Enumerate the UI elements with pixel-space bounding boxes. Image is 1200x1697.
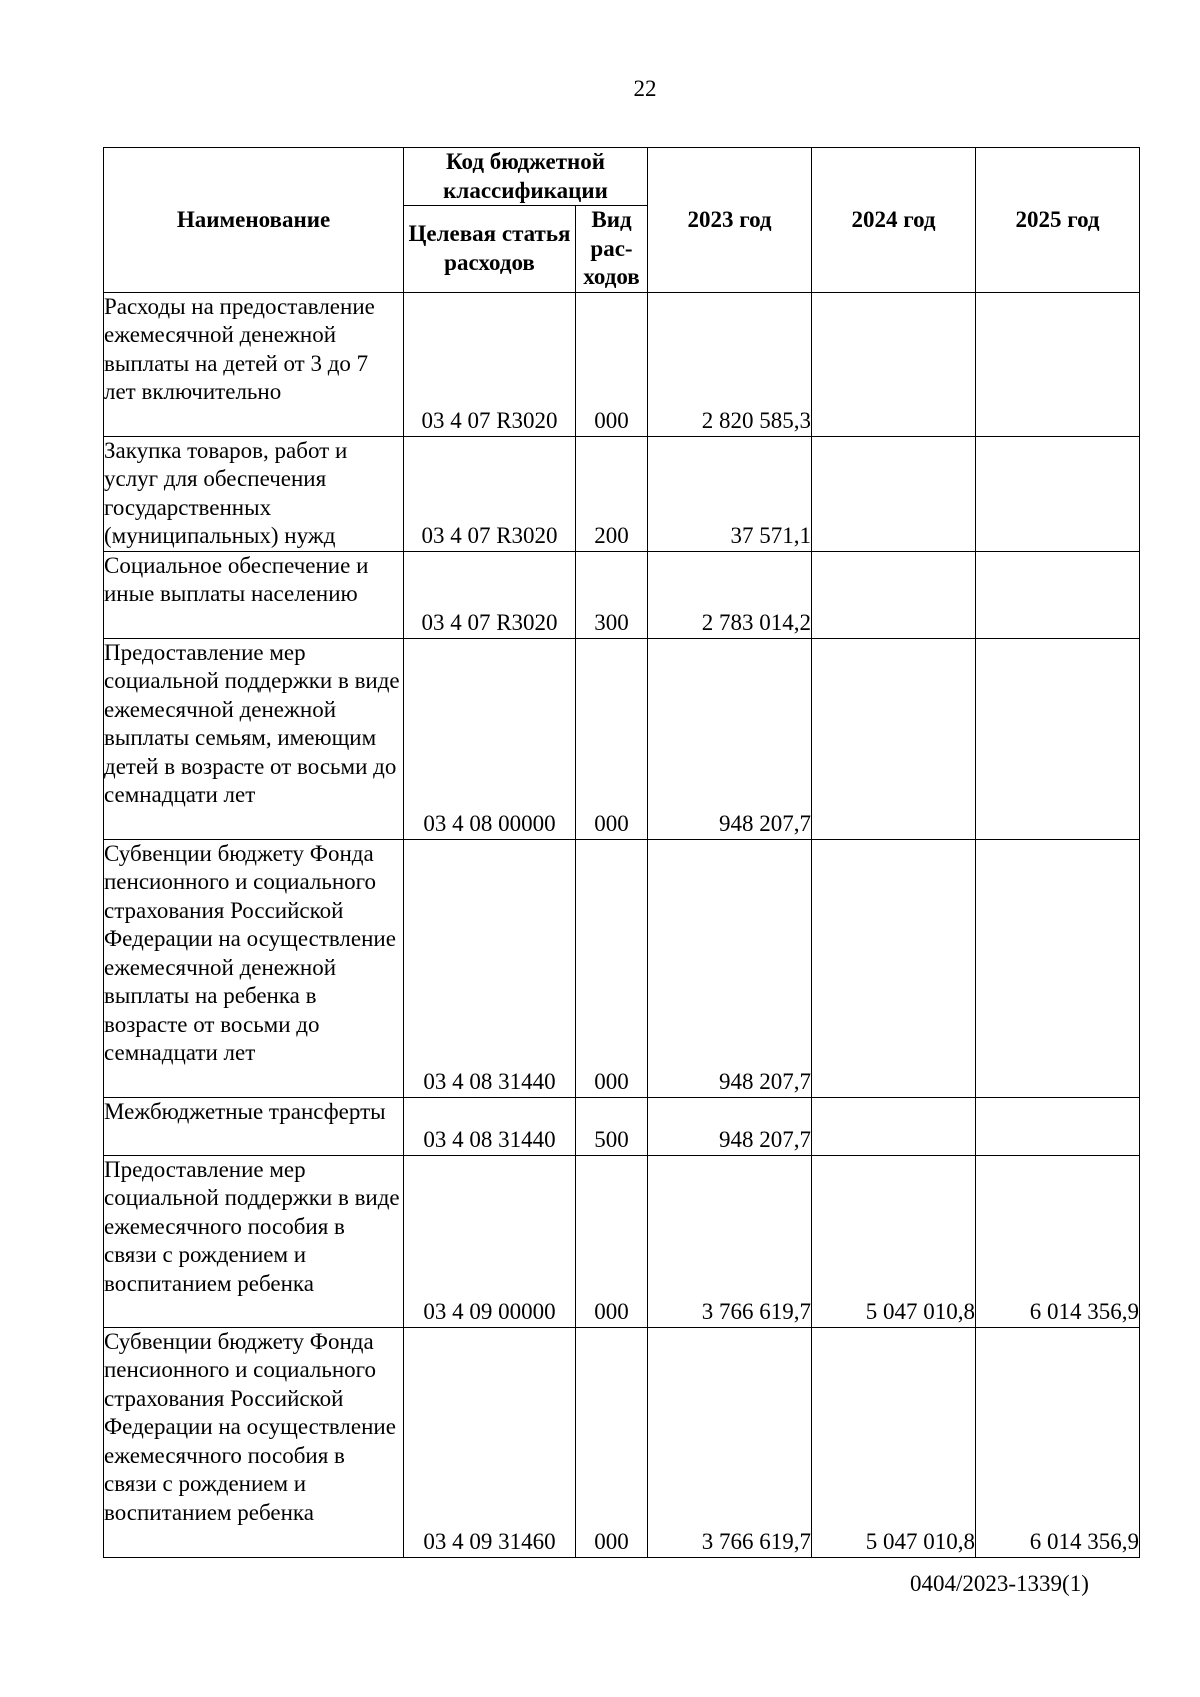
row-amount-2023: 2 820 585,3 xyxy=(648,292,812,436)
row-amount-2024 xyxy=(812,839,976,1097)
row-expense-kind: 500 xyxy=(576,1097,648,1155)
row-amount-2023: 948 207,7 xyxy=(648,638,812,839)
header-2024: 2024 год xyxy=(812,148,976,293)
row-expense-kind: 000 xyxy=(576,1327,648,1557)
row-amount-2025 xyxy=(976,638,1140,839)
header-target-article: Целевая статья расходов xyxy=(404,206,576,293)
row-expense-kind: 200 xyxy=(576,436,648,551)
table-row xyxy=(104,292,1140,436)
header-name: Наименование xyxy=(104,148,404,293)
page-number: 22 xyxy=(633,76,657,101)
row-amount-2023: 3 766 619,7 xyxy=(648,1327,812,1557)
row-expense-kind: 000 xyxy=(576,638,648,839)
row-expense-kind: 000 xyxy=(576,839,648,1097)
row-name: Социальное обеспечение и иные выплаты населению xyxy=(104,551,404,638)
row-amount-2023: 37 571,1 xyxy=(648,436,812,551)
row-amount-2024 xyxy=(812,1097,976,1155)
row-amount-2023: 948 207,7 xyxy=(648,839,812,1097)
row-amount-2025 xyxy=(976,551,1140,638)
table-row xyxy=(104,638,1140,839)
header-expense-kind: Вид рас-ходов xyxy=(576,206,648,293)
row-name: Субвенции бюджету Фонда пенсионного и социального страхования Российской Федерации на осуществление ежемесячного пособия в связи с рождением и воспитанием ребенка xyxy=(104,1327,404,1557)
row-target-code: 03 4 07 R3020 xyxy=(404,436,576,551)
row-amount-2024 xyxy=(812,292,976,436)
row-name: Закупка товаров, работ и услуг для обеспечения государственных (муниципальных) нужд xyxy=(104,436,404,551)
row-name: Расходы на предоставление ежемесячной денежной выплаты на детей от 3 до 7 лет включительно xyxy=(104,292,404,436)
row-target-code: 03 4 07 R3020 xyxy=(404,551,576,638)
row-target-code: 03 4 08 00000 xyxy=(404,638,576,839)
row-amount-2024 xyxy=(812,436,976,551)
table-row xyxy=(104,1327,1140,1557)
row-name: Субвенции бюджету Фонда пенсионного и социального страхования Российской Федерации на осуществление ежемесячной денежной выплаты на ребенка в возрасте от восьми до семнадцати лет xyxy=(104,839,404,1097)
row-amount-2024: 5 047 010,8 xyxy=(812,1155,976,1327)
row-amount-2025 xyxy=(976,292,1140,436)
row-name: Межбюджетные трансферты xyxy=(104,1097,404,1155)
row-amount-2025 xyxy=(976,839,1140,1097)
document-number: 0404/2023-1339(1) xyxy=(910,1571,1089,1596)
row-target-code: 03 4 07 R3020 xyxy=(404,292,576,436)
table-row xyxy=(104,1097,1140,1155)
row-target-code: 03 4 09 31460 xyxy=(404,1327,576,1557)
row-name: Предоставление мер социальной поддержки в виде ежемесячной денежной выплаты семьям, имеющим детей в возрасте от восьми до семнадцати лет xyxy=(104,638,404,839)
row-amount-2025 xyxy=(976,1097,1140,1155)
row-expense-kind: 300 xyxy=(576,551,648,638)
row-amount-2025: 6 014 356,9 xyxy=(976,1155,1140,1327)
row-amount-2023: 3 766 619,7 xyxy=(648,1155,812,1327)
row-target-code: 03 4 08 31440 xyxy=(404,839,576,1097)
header-code-group: Код бюджетной классификации xyxy=(404,148,648,206)
row-amount-2024: 5 047 010,8 xyxy=(812,1327,976,1557)
table-body xyxy=(104,292,1140,1557)
row-amount-2023: 2 783 014,2 xyxy=(648,551,812,638)
table-row xyxy=(104,1155,1140,1327)
row-name: Предоставление мер социальной поддержки в виде ежемесячного пособия в связи с рождением и воспитанием ребенка xyxy=(104,1155,404,1327)
row-target-code: 03 4 09 00000 xyxy=(404,1155,576,1327)
table-row xyxy=(104,436,1140,551)
row-amount-2025: 6 014 356,9 xyxy=(976,1327,1140,1557)
row-expense-kind: 000 xyxy=(576,1155,648,1327)
header-2025: 2025 год xyxy=(976,148,1140,293)
row-amount-2023: 948 207,7 xyxy=(648,1097,812,1155)
budget-table xyxy=(103,147,1140,1558)
table-header xyxy=(104,148,1140,293)
table-row xyxy=(104,551,1140,638)
table-row xyxy=(104,839,1140,1097)
row-amount-2024 xyxy=(812,638,976,839)
row-amount-2024 xyxy=(812,551,976,638)
row-expense-kind: 000 xyxy=(576,292,648,436)
row-target-code: 03 4 08 31440 xyxy=(404,1097,576,1155)
row-amount-2025 xyxy=(976,436,1140,551)
header-2023: 2023 год xyxy=(648,148,812,293)
